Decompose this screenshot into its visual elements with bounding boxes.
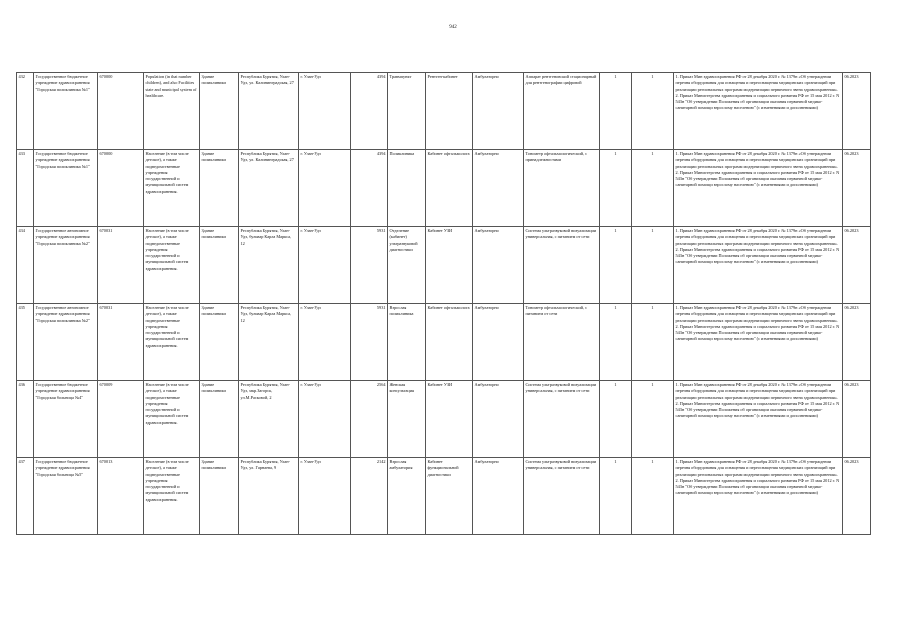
cell-organization-name: Государственное бюджетное учреждение здравоохранения "Городская больница №5" [34, 458, 98, 535]
cell-postal-code: 670031 [98, 304, 144, 381]
cell-served-population: Население (в том числе детское), а также подведомственные учреждения государственной и муниципальной систем здравоохранения. [144, 227, 200, 304]
cell-building-type: Здание поликлиники [200, 304, 239, 381]
cell-address: Республика Бурятия, Улан-Удэ, ул. Калининградская, 27 [239, 150, 299, 227]
cell-room: Кабинет УЗИ [426, 381, 473, 458]
cell-legal-basis: 1. Приказ Мин здравоохранения РФ от 28 декабря 2020 г. № 1379н «Об утверждении перечня оборудования для оснащения и переоснащения медицинских организаций при реализации региональных программ модернизации первичного звена здравоохранения». 2. Приказ Министерства здравоохранения и социального развития РФ от 15 мая 2012 г. N 543н "Об утверждении Положения об организации оказания первичной медико-санитарной помощи взрослому населению" (с изменениями и дополнениями) [674, 73, 843, 150]
cell-building-type: Здание поликлиники [200, 73, 239, 150]
cell-postal-code: 670031 [98, 227, 144, 304]
cell-city: г. Улан-Удэ [299, 73, 351, 150]
cell-legal-basis: 1. Приказ Мин здравоохранения РФ от 28 декабря 2020 г. № 1379н «Об утверждении перечня оборудования для оснащения и переоснащения медицинских организаций при реализации региональных программ модернизации первичного звена здравоохранения». 2. Приказ Министерства здравоохранения и социального развития РФ от 15 мая 2012 г. N 543н "Об утверждении Положения об организации оказания первичной медико-санитарной помощи взрослому населению" (с изменениями и дополнениями) [674, 150, 843, 227]
cell-organization-name: Государственное автономное учреждение здравоохранения "Городская поликлиника №2" [34, 227, 98, 304]
cell-address: Республика Бурятия, Улан-Удэ, ул. Калининградская, 27 [239, 73, 299, 150]
cell-quantity-required: 1 [600, 73, 632, 150]
table-body [17, 73, 871, 535]
cell-equipment-name: Система ультразвуковой визуализации универсальная, с питанием от сети [524, 458, 600, 535]
cell-object-id: 2142 [351, 458, 388, 535]
cell-building-type: Здание поликлиники [200, 458, 239, 535]
cell-city: г. Улан-Удэ [299, 381, 351, 458]
cell-city: г. Улан-Удэ [299, 227, 351, 304]
cell-quantity-required: 1 [600, 458, 632, 535]
cell-equipment-name: Аппарат рентгеновский стационарный для рентгенографии цифровой [524, 73, 600, 150]
cell-served-population: Население (в том числе детское), а также подведомственные учреждения государственной и муниципальной систем здравоохранения. [144, 150, 200, 227]
cell-legal-basis: 1. Приказ Мин здравоохранения РФ от 28 декабря 2020 г. № 1379н «Об утверждении перечня оборудования для оснащения и переоснащения медицинских организаций при реализации региональных программ модернизации первичного звена здравоохранения». 2. Приказ Министерства здравоохранения и социального развития РФ от 15 мая 2012 г. N 543н "Об утверждении Положения об организации оказания первичной медико-санитарной помощи взрослому населению" (с изменениями и дополнениями) [674, 381, 843, 458]
cell-department: Травмпункт [388, 73, 426, 150]
cell-postal-code: 670009 [98, 381, 144, 458]
cell-room: Рентген-кабинет [426, 73, 473, 150]
cell-care-form: Амбулаторно [473, 381, 524, 458]
equipment-register-table [16, 72, 871, 535]
cell-object-id: 4394 [351, 150, 388, 227]
cell-address: Республика Бурятия, Улан-Удэ, ул. Гарнаева, 9 [239, 458, 299, 535]
cell-building-type: Здание поликлиники [200, 150, 239, 227]
cell-quantity-required: 1 [600, 304, 632, 381]
cell-quantity-planned: 1 [632, 227, 674, 304]
table-row [17, 73, 871, 150]
cell-city: г. Улан-Удэ [299, 150, 351, 227]
cell-organization-name: Государственное бюджетное учреждение здравоохранения "Городская поликлиника №1" [34, 73, 98, 150]
page-number: 942 [449, 25, 457, 30]
cell-address: Республика Бурятия, Улан-Удэ, мкр.Загорск, ул.М.Расковой, 2 [239, 381, 299, 458]
cell-organization-name: Государственное бюджетное учреждение здравоохранения "Городская больница №4" [34, 381, 98, 458]
table-row [17, 458, 871, 535]
cell-department: Женская консультация [388, 381, 426, 458]
cell-address: Республика Бурятия, Улан-Удэ, бульвар Карла Маркса, 12 [239, 304, 299, 381]
cell-postal-code: 670000 [98, 150, 144, 227]
cell-legal-basis: 1. Приказ Мин здравоохранения РФ от 28 декабря 2020 г. № 1379н «Об утверждении перечня оборудования для оснащения и переоснащения медицинских организаций при реализации региональных программ модернизации первичного звена здравоохранения». 2. Приказ Министерства здравоохранения и социального развития РФ от 15 мая 2012 г. N 543н "Об утверждении Положения об организации оказания первичной медико-санитарной помощи взрослому населению" (с изменениями и дополнениями) [674, 227, 843, 304]
cell-row-number: 437 [17, 458, 34, 535]
cell-equipment-name: Система ультразвуковой визуализации универсальная, с питанием от сети [524, 227, 600, 304]
cell-room: Кабинет функциональной диагностики [426, 458, 473, 535]
cell-city: г. Улан-Удэ [299, 458, 351, 535]
cell-care-form: Амбулаторно [473, 73, 524, 150]
cell-equipment-name: Тонометр офтальмологический, с питанием от сети [524, 304, 600, 381]
cell-building-type: Здание поликлиники [200, 227, 239, 304]
cell-quantity-planned: 1 [632, 458, 674, 535]
cell-served-population: Население (в том числе детское), а также подведомственные учреждения государственной и муниципальной систем здравоохранения. [144, 458, 200, 535]
cell-room: Кабинет офтальмолога [426, 150, 473, 227]
cell-delivery-date: 06.2023 [843, 227, 871, 304]
cell-quantity-required: 1 [600, 150, 632, 227]
cell-care-form: Амбулаторно [473, 458, 524, 535]
cell-room: Кабинет офтальмолога [426, 304, 473, 381]
cell-postal-code: 670013 [98, 458, 144, 535]
cell-room: Кабинет УЗИ [426, 227, 473, 304]
cell-object-id: 2564 [351, 381, 388, 458]
cell-department: Взрослая амбулатория [388, 458, 426, 535]
table-row [17, 227, 871, 304]
cell-equipment-name: Система ультразвуковой визуализации универсальная, с питанием от сети [524, 381, 600, 458]
cell-care-form: Амбулаторно [473, 227, 524, 304]
cell-delivery-date: 06.2023 [843, 458, 871, 535]
cell-delivery-date: 06.2023 [843, 304, 871, 381]
cell-building-type: Здание поликлиники [200, 381, 239, 458]
cell-care-form: Амбулаторно [473, 304, 524, 381]
cell-served-population: Население (в том числе детское), а также подведомственные учреждения государственной и муниципальной систем здравоохранения. [144, 304, 200, 381]
table-row [17, 381, 871, 458]
cell-quantity-planned: 1 [632, 304, 674, 381]
cell-care-form: Амбулаторно [473, 150, 524, 227]
cell-object-id: 5931 [351, 304, 388, 381]
cell-object-id: 5931 [351, 227, 388, 304]
table-row [17, 304, 871, 381]
cell-quantity-required: 1 [600, 381, 632, 458]
cell-row-number: 433 [17, 150, 34, 227]
cell-address: Республика Бурятия, Улан-Удэ, бульвар Карла Маркса, 12 [239, 227, 299, 304]
cell-department: Отделение (кабинет) ультразвуковой диагностики [388, 227, 426, 304]
cell-quantity-required: 1 [600, 227, 632, 304]
cell-organization-name: Государственное автономное учреждение здравоохранения "Городская поликлиника №2" [34, 304, 98, 381]
cell-legal-basis: 1. Приказ Мин здравоохранения РФ от 28 декабря 2020 г. № 1379н «Об утверждении перечня оборудования для оснащения и переоснащения медицинских организаций при реализации региональных программ модернизации первичного звена здравоохранения». 2. Приказ Министерства здравоохранения и социального развития РФ от 15 мая 2012 г. N 543н "Об утверждении Положения об организации оказания первичной медико-санитарной помощи взрослому населению" (с изменениями и дополнениями) [674, 458, 843, 535]
cell-served-population: Население (в том числе детское), а также подведомственные учреждения государственной и муниципальной систем здравоохранения. [144, 381, 200, 458]
cell-legal-basis: 1. Приказ Мин здравоохранения РФ от 28 декабря 2020 г. № 1379н «Об утверждении перечня оборудования для оснащения и переоснащения медицинских организаций при реализации региональных программ модернизации первичного звена здравоохранения». 2. Приказ Министерства здравоохранения и социального развития РФ от 15 мая 2012 г. N 543н "Об утверждении Положения об организации оказания первичной медико-санитарной помощи взрослому населению" (с изменениями и дополнениями) [674, 304, 843, 381]
cell-city: г. Улан-Удэ [299, 304, 351, 381]
cell-served-population: Population (in that number children), and also Facilities state and municipal system of healthcare. [144, 73, 200, 150]
cell-row-number: 432 [17, 73, 34, 150]
cell-row-number: 434 [17, 227, 34, 304]
table-row [17, 150, 871, 227]
cell-delivery-date: 06.2023 [843, 150, 871, 227]
cell-equipment-name: Тонометр офтальмологический, с принадлежностями [524, 150, 600, 227]
cell-delivery-date: 06.2023 [843, 381, 871, 458]
cell-row-number: 435 [17, 304, 34, 381]
cell-object-id: 4394 [351, 73, 388, 150]
cell-quantity-planned: 1 [632, 73, 674, 150]
cell-row-number: 436 [17, 381, 34, 458]
cell-organization-name: Государственное бюджетное учреждение здравоохранения "Городская поликлиника №1" [34, 150, 98, 227]
cell-postal-code: 670000 [98, 73, 144, 150]
cell-department: Поликлиника [388, 150, 426, 227]
cell-quantity-planned: 1 [632, 150, 674, 227]
cell-department: Взрослая поликлиника [388, 304, 426, 381]
cell-delivery-date: 06.2023 [843, 73, 871, 150]
cell-quantity-planned: 1 [632, 381, 674, 458]
